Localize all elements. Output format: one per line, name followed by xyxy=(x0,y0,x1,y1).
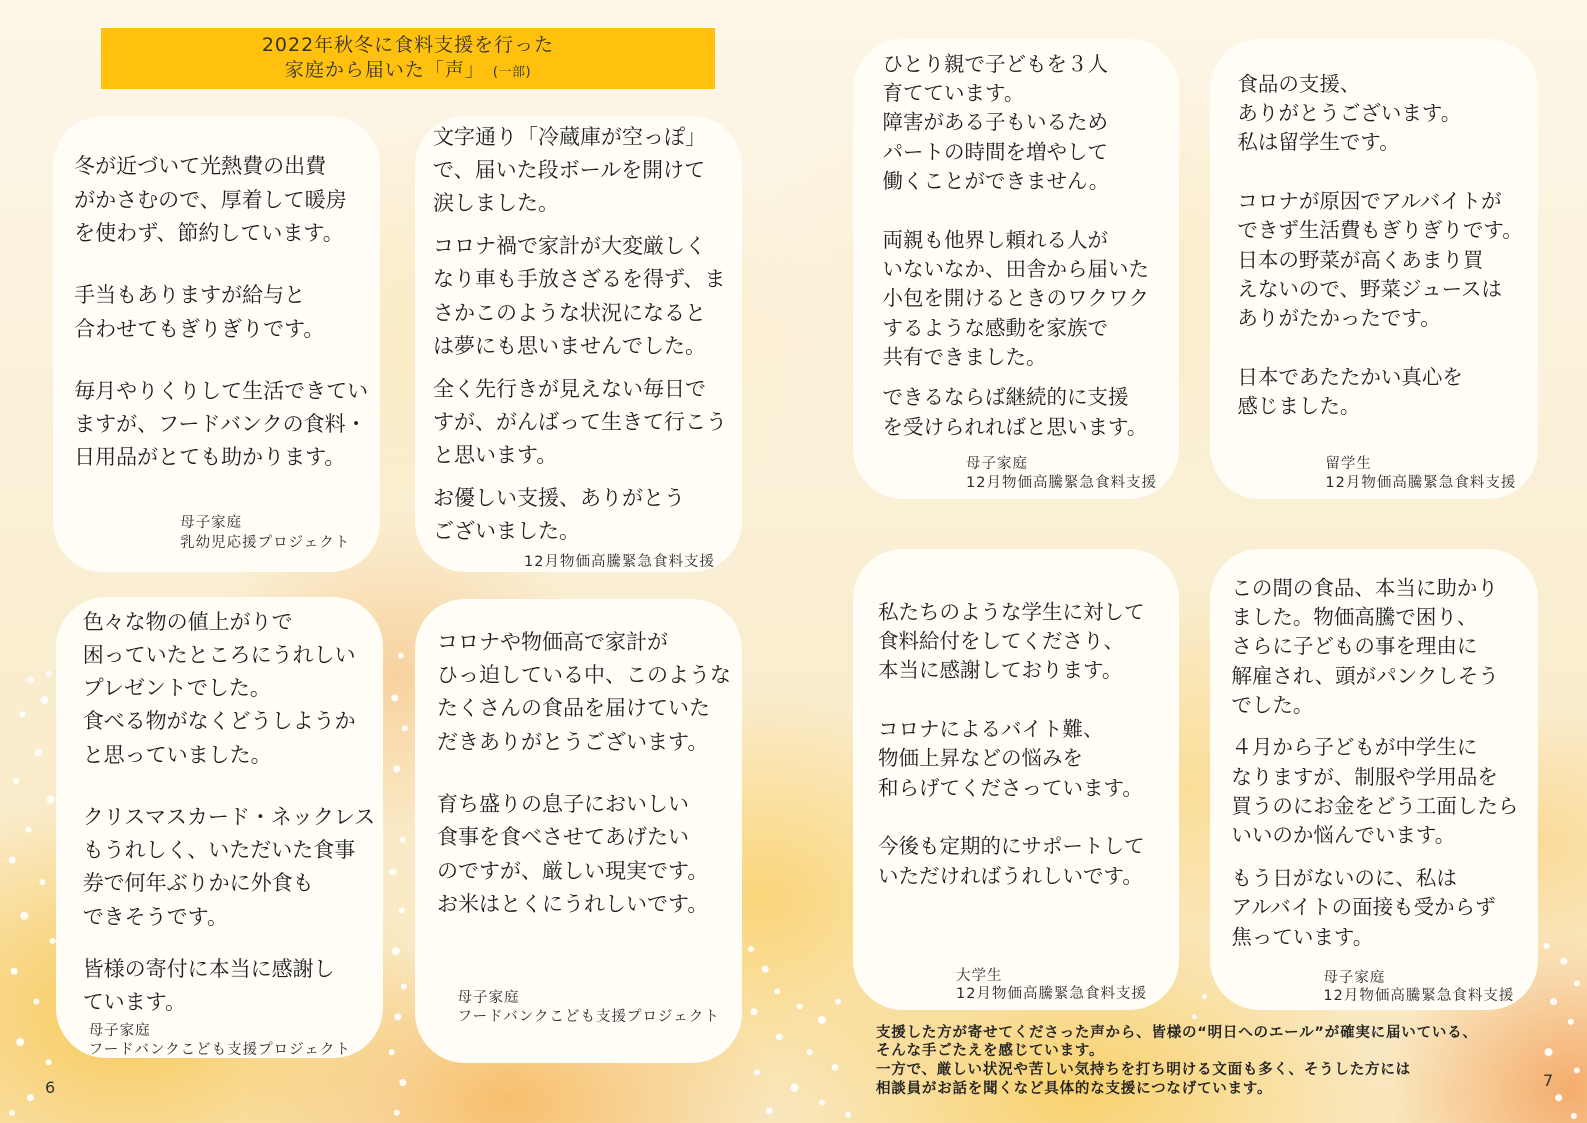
household-type: 母子家庭 xyxy=(180,515,243,532)
voice-card-6 xyxy=(1210,39,1538,499)
decorative-dot xyxy=(46,1059,52,1065)
closing-note-line: 一方で、厳しい状況や苦しい気持ちを打ち明ける文面も多く、そうした方には xyxy=(876,1062,1411,1079)
voice-text xyxy=(878,598,1145,891)
voice-source xyxy=(1325,455,1516,491)
voice-paragraph: 今後も定期的にサポートして いただければうれしいです。 xyxy=(878,834,1145,888)
title-note: (一部) xyxy=(492,64,532,80)
decorative-dot xyxy=(754,1069,760,1075)
voice-source xyxy=(956,967,1147,1003)
title-banner xyxy=(101,28,715,89)
decorative-dot xyxy=(790,1084,798,1092)
household-type: 大学生 xyxy=(956,967,1003,984)
voice-card-8 xyxy=(1210,549,1538,1011)
decorative-dot xyxy=(748,946,754,952)
support-program: 12月物価高騰緊急食料支援 xyxy=(1325,474,1517,491)
voice-paragraph: 日本であたたかい真心を 感じました。 xyxy=(1237,364,1463,419)
decorative-dot xyxy=(399,908,405,914)
household-type: 留学生 xyxy=(1325,456,1372,473)
voice-paragraph: 食品の支援、 ありがとうございます。 私は留学生です。 xyxy=(1237,71,1462,155)
voice-paragraph: 冬が近づいて光熱費の出費 がかさむので、厚着して暖房 を使わず、節約しています。 xyxy=(74,154,347,245)
decorative-dot xyxy=(389,1049,395,1055)
decorative-dot xyxy=(750,1008,757,1015)
voice-card-1 xyxy=(53,116,380,571)
support-program: フードバンクこども支援プロジェクト xyxy=(457,1009,720,1026)
decorative-dot xyxy=(1544,1048,1552,1056)
household-type: 母子家庭 xyxy=(966,456,1028,473)
decorative-dot xyxy=(1555,1094,1562,1101)
decorative-dot xyxy=(11,968,18,975)
support-program: 12月物価高騰緊急食料支援 xyxy=(966,474,1157,491)
decorative-dot xyxy=(401,983,407,989)
decorative-dot xyxy=(27,1094,34,1101)
decorative-dot xyxy=(818,1016,826,1024)
title-line-1: 2022年秋冬に食料支援を行った xyxy=(261,33,555,56)
decorative-dot xyxy=(394,1110,400,1116)
closing-note-line: そんな手ごたえを感じています。 xyxy=(876,1043,1105,1060)
voice-card-5 xyxy=(853,39,1179,499)
voice-text xyxy=(83,606,376,1020)
decorative-dot xyxy=(766,1107,773,1114)
title-line-2-text: 家庭から届いた「声」 xyxy=(284,58,485,81)
voice-text xyxy=(437,626,731,921)
voice-paragraph: 私たちのような学生に対して 食料給付をしてくださり、 本当に感謝しております。 xyxy=(878,599,1145,683)
voice-paragraph: この間の食品、本当に助かり ました。物価高騰で困り、 さらに子どもの事を理由に 解雇され、頭がパンクしそう でした。 xyxy=(1231,575,1499,717)
support-program: 乳幼児応援プロジェクト xyxy=(180,534,351,551)
decorative-dot xyxy=(392,947,400,955)
voice-card-3 xyxy=(56,597,383,1058)
decorative-dot xyxy=(1543,943,1549,949)
voice-paragraph: 全く先行きが見えない毎日で すが、がんばって生きて行こう と思います。 xyxy=(433,376,727,467)
voice-text xyxy=(74,150,368,474)
voice-paragraph: コロナによるバイト難、 物価上昇などの悩みを 和らげてくださっています。 xyxy=(878,716,1143,800)
voice-card-2 xyxy=(415,116,742,571)
decorative-dot xyxy=(776,1033,783,1040)
voice-text xyxy=(883,50,1150,443)
decorative-dot xyxy=(394,1013,401,1020)
decorative-dot xyxy=(402,725,408,731)
voice-source xyxy=(524,553,715,572)
voice-source xyxy=(89,1022,351,1060)
decorative-dot xyxy=(9,856,16,863)
voice-card-7 xyxy=(853,549,1179,1011)
voice-source xyxy=(458,989,720,1027)
support-program: 12月物価高騰緊急食料支援 xyxy=(956,985,1147,1002)
decorative-dot xyxy=(845,1112,851,1118)
decorative-dot xyxy=(47,795,55,803)
support-program: フードバンクこども支援プロジェクト xyxy=(88,1041,351,1058)
decorative-dot xyxy=(797,1004,803,1010)
closing-note-line: 支援した方が寄せてくださった声から、皆様の“明日へのエール”が確実に届いている、 xyxy=(876,1024,1478,1041)
voice-paragraph: 色々な物の値上がりで 困っていたところにうれしい プレゼントでした。 食べる物がなくどうしようか と思っていました。 xyxy=(82,609,356,767)
decorative-dot xyxy=(1202,994,1207,999)
decorative-dot xyxy=(16,1038,24,1046)
decorative-dot xyxy=(50,938,56,944)
decorative-dot xyxy=(1550,998,1557,1005)
decorative-dot xyxy=(46,671,52,677)
page-number-right: 7 xyxy=(1543,1071,1554,1090)
decorative-dot xyxy=(1574,980,1580,986)
decorative-dot xyxy=(831,1064,838,1071)
decorative-dot xyxy=(9,1110,15,1116)
decorative-dot xyxy=(774,988,780,994)
voice-paragraph: ４月から子どもが中学生に なりますが、制服や学用品を 買うのにお金をどう工面したら いいのか悩んでいます。 xyxy=(1231,735,1519,848)
voice-paragraph: コロナが原因でアルバイトが できず生活費もぎりぎりです。 日本の野菜が高くあまり買 えないので、野菜ジュースは ありがたかったです。 xyxy=(1237,188,1523,331)
closing-note-line: 相談員がお話を聞くなど具体的な支援につなげています。 xyxy=(876,1080,1273,1097)
decorative-dot xyxy=(398,653,404,659)
decorative-dot xyxy=(20,912,28,920)
voice-paragraph: クリスマスカード・ネックレス もうれしく、いただいた食事 券で何年ぶりかに外食も できそうです。 xyxy=(82,805,376,929)
voice-paragraph: もう日がないのに、私は アルバイトの面接も受からず 焦っています。 xyxy=(1231,865,1496,949)
page-number-left: 6 xyxy=(45,1078,56,1097)
voice-paragraph: コロナや物価高で家計が ひっ迫している中、このような たくさんの食品を届けていた だきありがとうございます。 xyxy=(437,630,731,754)
voice-source xyxy=(1323,969,1514,1005)
voice-text xyxy=(433,121,727,548)
household-type: 母子家庭 xyxy=(88,1022,151,1039)
decorative-dot xyxy=(25,827,31,833)
decorative-dot xyxy=(13,778,19,784)
support-program: 12月物価高騰緊急食料支援 xyxy=(524,553,715,570)
voice-paragraph: 皆様の寄付に本当に感謝し ています。 xyxy=(82,957,335,1015)
decorative-dot xyxy=(389,869,396,876)
voice-paragraph: 文字通り「冷蔵庫が空っぽ」 で、届いた段ボールを開けて 涙しました。 xyxy=(433,124,706,216)
decorative-dot xyxy=(399,1079,406,1086)
decorative-dot xyxy=(19,711,25,717)
voice-paragraph: お優しい支援、ありがとう ございました。 xyxy=(433,485,685,543)
decorative-dot xyxy=(33,999,39,1005)
decorative-dot xyxy=(819,1100,825,1106)
voice-text xyxy=(1231,574,1518,953)
decorative-dot xyxy=(39,879,45,885)
decorative-dot xyxy=(807,1049,813,1055)
voice-paragraph: コロナ禍で家計が大変厳しく なり車も手放さざるを得ず、ま さかこのような状況になると は夢にも思いませんでした。 xyxy=(433,234,726,358)
voice-source xyxy=(966,455,1157,491)
decorative-dot xyxy=(1568,1019,1574,1025)
voice-paragraph: 育ち盛りの息子においしい 食事を食べさせてあげたい のですが、厳しい現実です。 お米はとくにうれしいです。 xyxy=(437,792,709,916)
voice-paragraph: ひとり親で子どもを３人 育てています。 障害がある子もいるため パートの時間を増やして 働くことができません。 xyxy=(882,51,1110,193)
decorative-dot xyxy=(393,765,400,772)
decorative-dot xyxy=(762,966,769,973)
voice-source xyxy=(180,514,350,552)
voice-paragraph: 両親も他界し頼れる人が いないなか、田舎から届いた 小包を開けるときのワクワク するような感動を家族で 共有できました。 xyxy=(882,227,1149,369)
voice-text xyxy=(1237,70,1522,422)
voice-paragraph: 毎月やりくりして生活できてい ますが、フードバンクの食料・ 日用品がとても助かります。 xyxy=(74,379,369,470)
voice-paragraph: 手当もありますが給与と 合わせてもぎりぎりです。 xyxy=(74,283,325,341)
voice-card-4 xyxy=(415,599,742,1063)
title-line-2 xyxy=(285,58,531,85)
closing-note xyxy=(876,1024,1478,1099)
decorative-dot xyxy=(1571,1113,1577,1119)
decorative-dot xyxy=(1560,958,1567,965)
decorative-dot xyxy=(1574,1067,1580,1073)
household-type: 母子家庭 xyxy=(1323,969,1386,986)
decorative-dot xyxy=(40,696,48,704)
decorative-dot xyxy=(400,837,406,843)
decorative-dot xyxy=(835,999,841,1005)
support-program: 12月物価高騰緊急食料支援 xyxy=(1323,987,1515,1004)
voice-paragraph: できるならば継続的に支援 を受けられればと思います。 xyxy=(882,385,1148,439)
decorative-dot xyxy=(27,676,34,683)
decorative-dot xyxy=(35,749,42,756)
decorative-dot xyxy=(391,695,398,702)
household-type: 母子家庭 xyxy=(457,990,520,1007)
decorative-dot xyxy=(1192,1014,1197,1019)
